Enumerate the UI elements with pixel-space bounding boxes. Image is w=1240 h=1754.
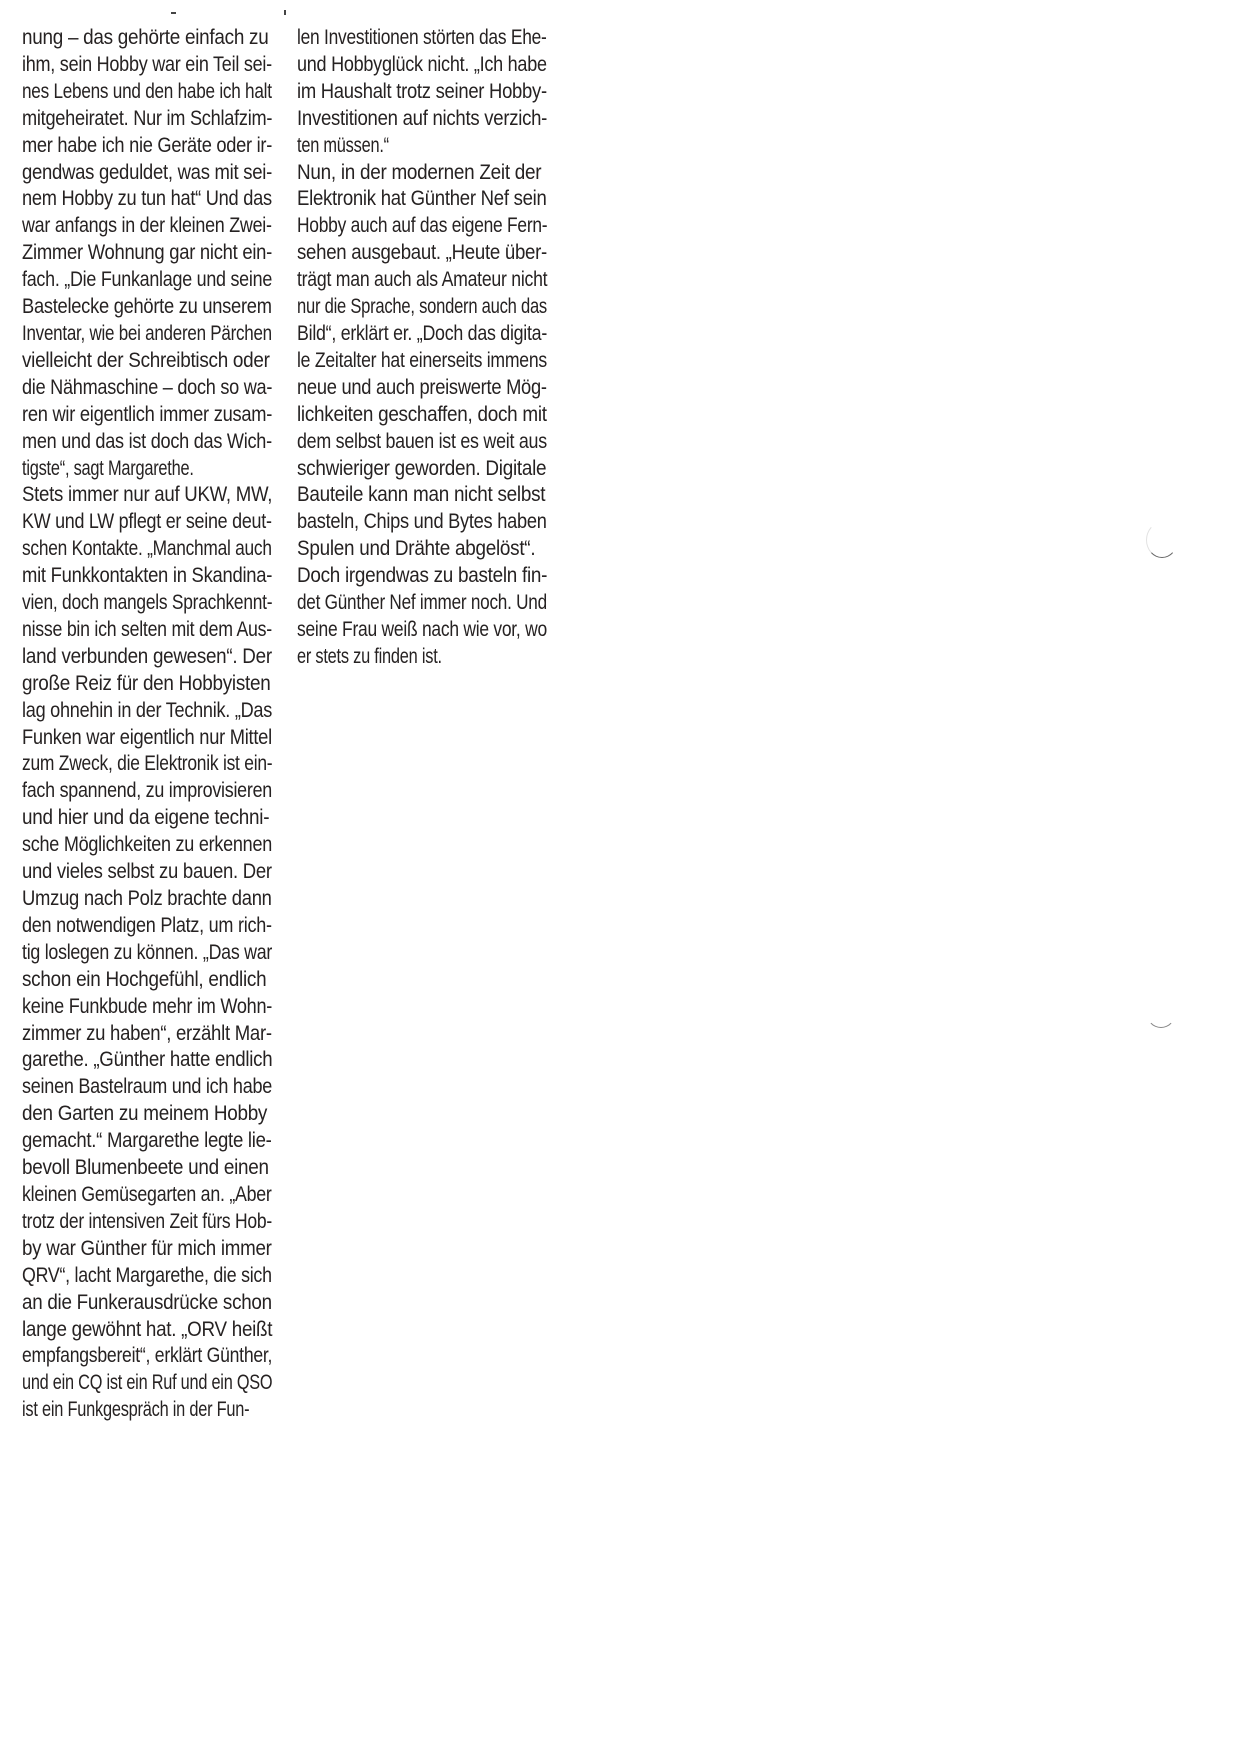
text-line-content: fach spannend, zu improvisieren — [22, 779, 273, 803]
text-line — [22, 294, 272, 321]
cropped-glyph-fragment — [284, 10, 286, 15]
text-line — [22, 751, 272, 778]
text-line — [22, 1101, 272, 1128]
text-line-content: schwieriger geworden. Digitale — [297, 456, 547, 480]
text-line-content: Hobby auch auf das eigene Fern- — [297, 214, 548, 238]
text-line — [22, 482, 272, 509]
text-line-content: dem selbst bauen ist es weit aus — [297, 429, 547, 453]
text-line — [22, 536, 272, 563]
text-line-content: seinen Bastelraum und ich habe — [22, 1075, 273, 1099]
text-line-content: tigste“, sagt Margarethe. — [22, 456, 194, 480]
text-line-content: mer habe ich nie Geräte oder ir- — [22, 133, 273, 157]
text-line — [297, 240, 547, 267]
text-line — [22, 348, 272, 375]
text-line-content: lange gewöhnt hat. „ORV heißt — [22, 1317, 273, 1341]
text-line — [22, 778, 272, 805]
text-line-content: sehen ausgebaut. „Heute über- — [297, 241, 547, 265]
text-line — [22, 725, 272, 752]
text-line — [22, 267, 272, 294]
text-line-content: empfangsbereit“, erklärt Günther, — [22, 1344, 273, 1368]
text-line — [22, 160, 272, 187]
text-line — [297, 186, 547, 213]
punch-hole-mark — [1146, 996, 1176, 1028]
text-line-content: ist ein Funkgespräch in der Fun- — [22, 1398, 250, 1422]
text-line — [297, 456, 547, 483]
text-line — [22, 106, 272, 133]
text-line — [22, 429, 272, 456]
text-line-content: er stets zu finden ist. — [297, 644, 442, 668]
text-line-content: nes Lebens und den habe ich halt — [22, 79, 272, 103]
text-line-content: Stets immer nur auf UKW, MW, — [22, 483, 273, 507]
text-line — [22, 133, 272, 160]
text-line-content: Bild“, erklärt er. „Doch das digita- — [297, 321, 547, 345]
text-line-content: neue und auch preiswerte Mög- — [297, 375, 547, 399]
text-line-content: Bauteile kann man nicht selbst — [297, 483, 546, 507]
text-line-content: zum Zweck, die Elektronik ist ein- — [22, 752, 273, 776]
text-line — [22, 1047, 272, 1074]
text-line-content: und Hobbyglück nicht. „Ich habe — [297, 52, 547, 76]
text-line-content: ren wir eigentlich immer zusam- — [22, 402, 273, 426]
text-line — [22, 1343, 272, 1370]
text-line-content: im Haushalt trotz seiner Hobby- — [297, 79, 547, 103]
text-line-content: an die Funkerausdrücke schon — [22, 1290, 272, 1314]
text-line-content: ten müssen.“ — [297, 133, 389, 157]
text-line-content: schon ein Hochgefühl, endlich — [22, 967, 267, 991]
text-line — [22, 886, 272, 913]
text-line — [22, 456, 272, 483]
text-line — [22, 563, 272, 590]
text-line — [22, 240, 272, 267]
text-line-content: Inventar, wie bei anderen Pärchen — [22, 321, 272, 345]
text-line — [297, 52, 547, 79]
text-line — [297, 590, 547, 617]
text-line-content: Spulen und Drähte abgelöst“. — [297, 537, 536, 561]
text-line-content: zimmer zu haben“, erzählt Mar- — [22, 1021, 272, 1045]
text-line-content: Investitionen auf nichts verzich- — [297, 106, 548, 130]
text-line-content: garethe. „Günther hatte endlich — [22, 1048, 273, 1072]
text-line — [22, 859, 272, 886]
text-line-content: QRV“, lacht Margarethe, die sich — [22, 1263, 272, 1287]
text-line-content: nur die Sprache, sondern auch das — [297, 295, 547, 319]
text-line — [297, 106, 547, 133]
text-line-content: trotz der intensiven Zeit fürs Hob- — [22, 1209, 272, 1233]
text-line — [22, 940, 272, 967]
text-line — [297, 213, 547, 240]
text-line — [297, 133, 547, 160]
text-line — [297, 348, 547, 375]
text-line-content: sche Möglichkeiten zu erkennen — [22, 833, 273, 857]
text-line-content: nisse bin ich selten mit dem Aus- — [22, 617, 272, 641]
text-line-content: by war Günther für mich immer — [22, 1236, 272, 1260]
text-line — [22, 186, 272, 213]
text-line-content: war anfangs in der kleinen Zwei- — [22, 214, 272, 238]
text-line-content: Umzug nach Polz brachte dann — [22, 887, 272, 910]
text-line — [297, 402, 547, 429]
text-line-content: lag ohnehin in der Technik. „Das — [22, 698, 273, 722]
text-line — [297, 644, 547, 671]
text-line — [297, 617, 547, 644]
text-line-content: keine Funkbude mehr im Wohn- — [22, 994, 273, 1018]
text-line — [22, 1397, 272, 1424]
text-line-content: men und das ist doch das Wich- — [22, 429, 272, 453]
text-line — [297, 294, 547, 321]
text-line — [22, 375, 272, 402]
text-line-content: land verbunden gewesen“. Der — [22, 644, 272, 668]
text-line-content: det Günther Nef immer noch. Und — [297, 591, 547, 615]
text-line-content: die Nähmaschine – doch so wa- — [22, 375, 273, 399]
text-line-content: Doch irgendwas zu basteln fin- — [297, 564, 548, 588]
text-line-content: basteln, Chips und Bytes haben — [297, 510, 547, 534]
text-line-content: tig loslegen zu können. „Das war — [22, 940, 273, 964]
text-line-content: lichkeiten geschaffen, doch mit — [297, 402, 547, 426]
text-line — [22, 1263, 272, 1290]
text-line-content: gemacht.“ Margarethe legte lie- — [22, 1129, 272, 1153]
text-line-content: und ein CQ ist ein Ruf und ein QSO — [22, 1371, 273, 1395]
text-line — [22, 52, 272, 79]
text-line-content: schen Kontakte. „Manchmal auch — [22, 537, 272, 561]
article-column-2 — [297, 25, 547, 671]
text-line — [22, 1182, 272, 1209]
text-line-content: gendwas geduldet, was mit sei- — [22, 160, 273, 184]
text-line — [22, 213, 272, 240]
text-line — [22, 1290, 272, 1317]
text-line — [22, 402, 272, 429]
text-line — [22, 79, 272, 106]
text-line — [22, 1021, 272, 1048]
cropped-glyph-fragment — [171, 12, 176, 14]
text-line-content: Funken war eigentlich nur Mittel — [22, 725, 272, 749]
text-line — [22, 1236, 272, 1263]
text-line-content: nung – das gehörte einfach zu — [22, 26, 269, 49]
text-line — [297, 79, 547, 106]
text-line — [22, 913, 272, 940]
text-line-content: nem Hobby zu tun hat“ Und das — [22, 187, 272, 211]
text-line — [22, 832, 272, 859]
text-line — [22, 1209, 272, 1236]
text-line-content: kleinen Gemüsegarten an. „Aber — [22, 1182, 272, 1206]
text-line-content: mitgeheiratet. Nur im Schlafzim- — [22, 106, 273, 130]
text-line — [22, 671, 272, 698]
text-line — [22, 1370, 272, 1397]
text-line — [297, 536, 547, 563]
text-line — [22, 321, 272, 348]
text-line-content: bevoll Blumenbeete und einen — [22, 1156, 269, 1180]
text-line — [22, 25, 272, 52]
text-line-content: den Garten zu meinem Hobby — [22, 1102, 268, 1126]
text-line-content: Elektronik hat Günther Nef sein — [297, 187, 547, 211]
text-line — [22, 590, 272, 617]
text-line — [22, 509, 272, 536]
text-line-content: und vieles selbst zu bauen. Der — [22, 860, 272, 884]
text-line — [297, 267, 547, 294]
text-line-content: seine Frau weiß nach wie vor, wo — [297, 617, 547, 641]
text-line-content: vien, doch mangels Sprachkennt- — [22, 591, 273, 615]
text-line — [22, 1074, 272, 1101]
text-line-content: ihm, sein Hobby war ein Teil sei- — [22, 52, 272, 76]
text-line-content: KW und LW pflegt er seine deut- — [22, 510, 272, 534]
text-line — [22, 1128, 272, 1155]
text-line-content: mit Funkkontakten in Skandina- — [22, 564, 273, 588]
article-column-1 — [22, 25, 272, 1424]
text-line-content: große Reiz für den Hobbyisten — [22, 671, 271, 695]
text-line-content: fach. „Die Funkanlage und seine — [22, 268, 273, 292]
text-line — [22, 967, 272, 994]
text-line — [297, 563, 547, 590]
text-line — [22, 805, 272, 832]
text-line — [22, 644, 272, 671]
text-line-content: und hier und da eigene techni- — [22, 806, 270, 830]
text-line — [297, 429, 547, 456]
text-line — [297, 375, 547, 402]
punch-hole-mark — [1146, 522, 1178, 558]
text-line-content: Bastelecke gehörte zu unserem — [22, 295, 272, 319]
text-line-content: len Investitionen störten das Ehe- — [297, 26, 547, 49]
text-line-content: le Zeitalter hat einerseits immens — [297, 348, 547, 372]
text-line — [297, 25, 547, 52]
text-line — [22, 617, 272, 644]
text-line — [22, 698, 272, 725]
text-line — [297, 482, 547, 509]
text-line — [297, 321, 547, 348]
text-line — [22, 1155, 272, 1182]
text-line-content: Nun, in der modernen Zeit der — [297, 160, 542, 184]
text-line-content: Zimmer Wohnung gar nicht ein- — [22, 241, 273, 265]
text-line-content: vielleicht der Schreibtisch oder — [22, 348, 270, 372]
text-line — [22, 994, 272, 1021]
text-line-content: trägt man auch als Amateur nicht — [297, 268, 548, 292]
text-line — [22, 1317, 272, 1344]
text-line — [297, 160, 547, 187]
text-line — [297, 509, 547, 536]
text-line-content: den notwendigen Platz, um rich- — [22, 913, 272, 937]
